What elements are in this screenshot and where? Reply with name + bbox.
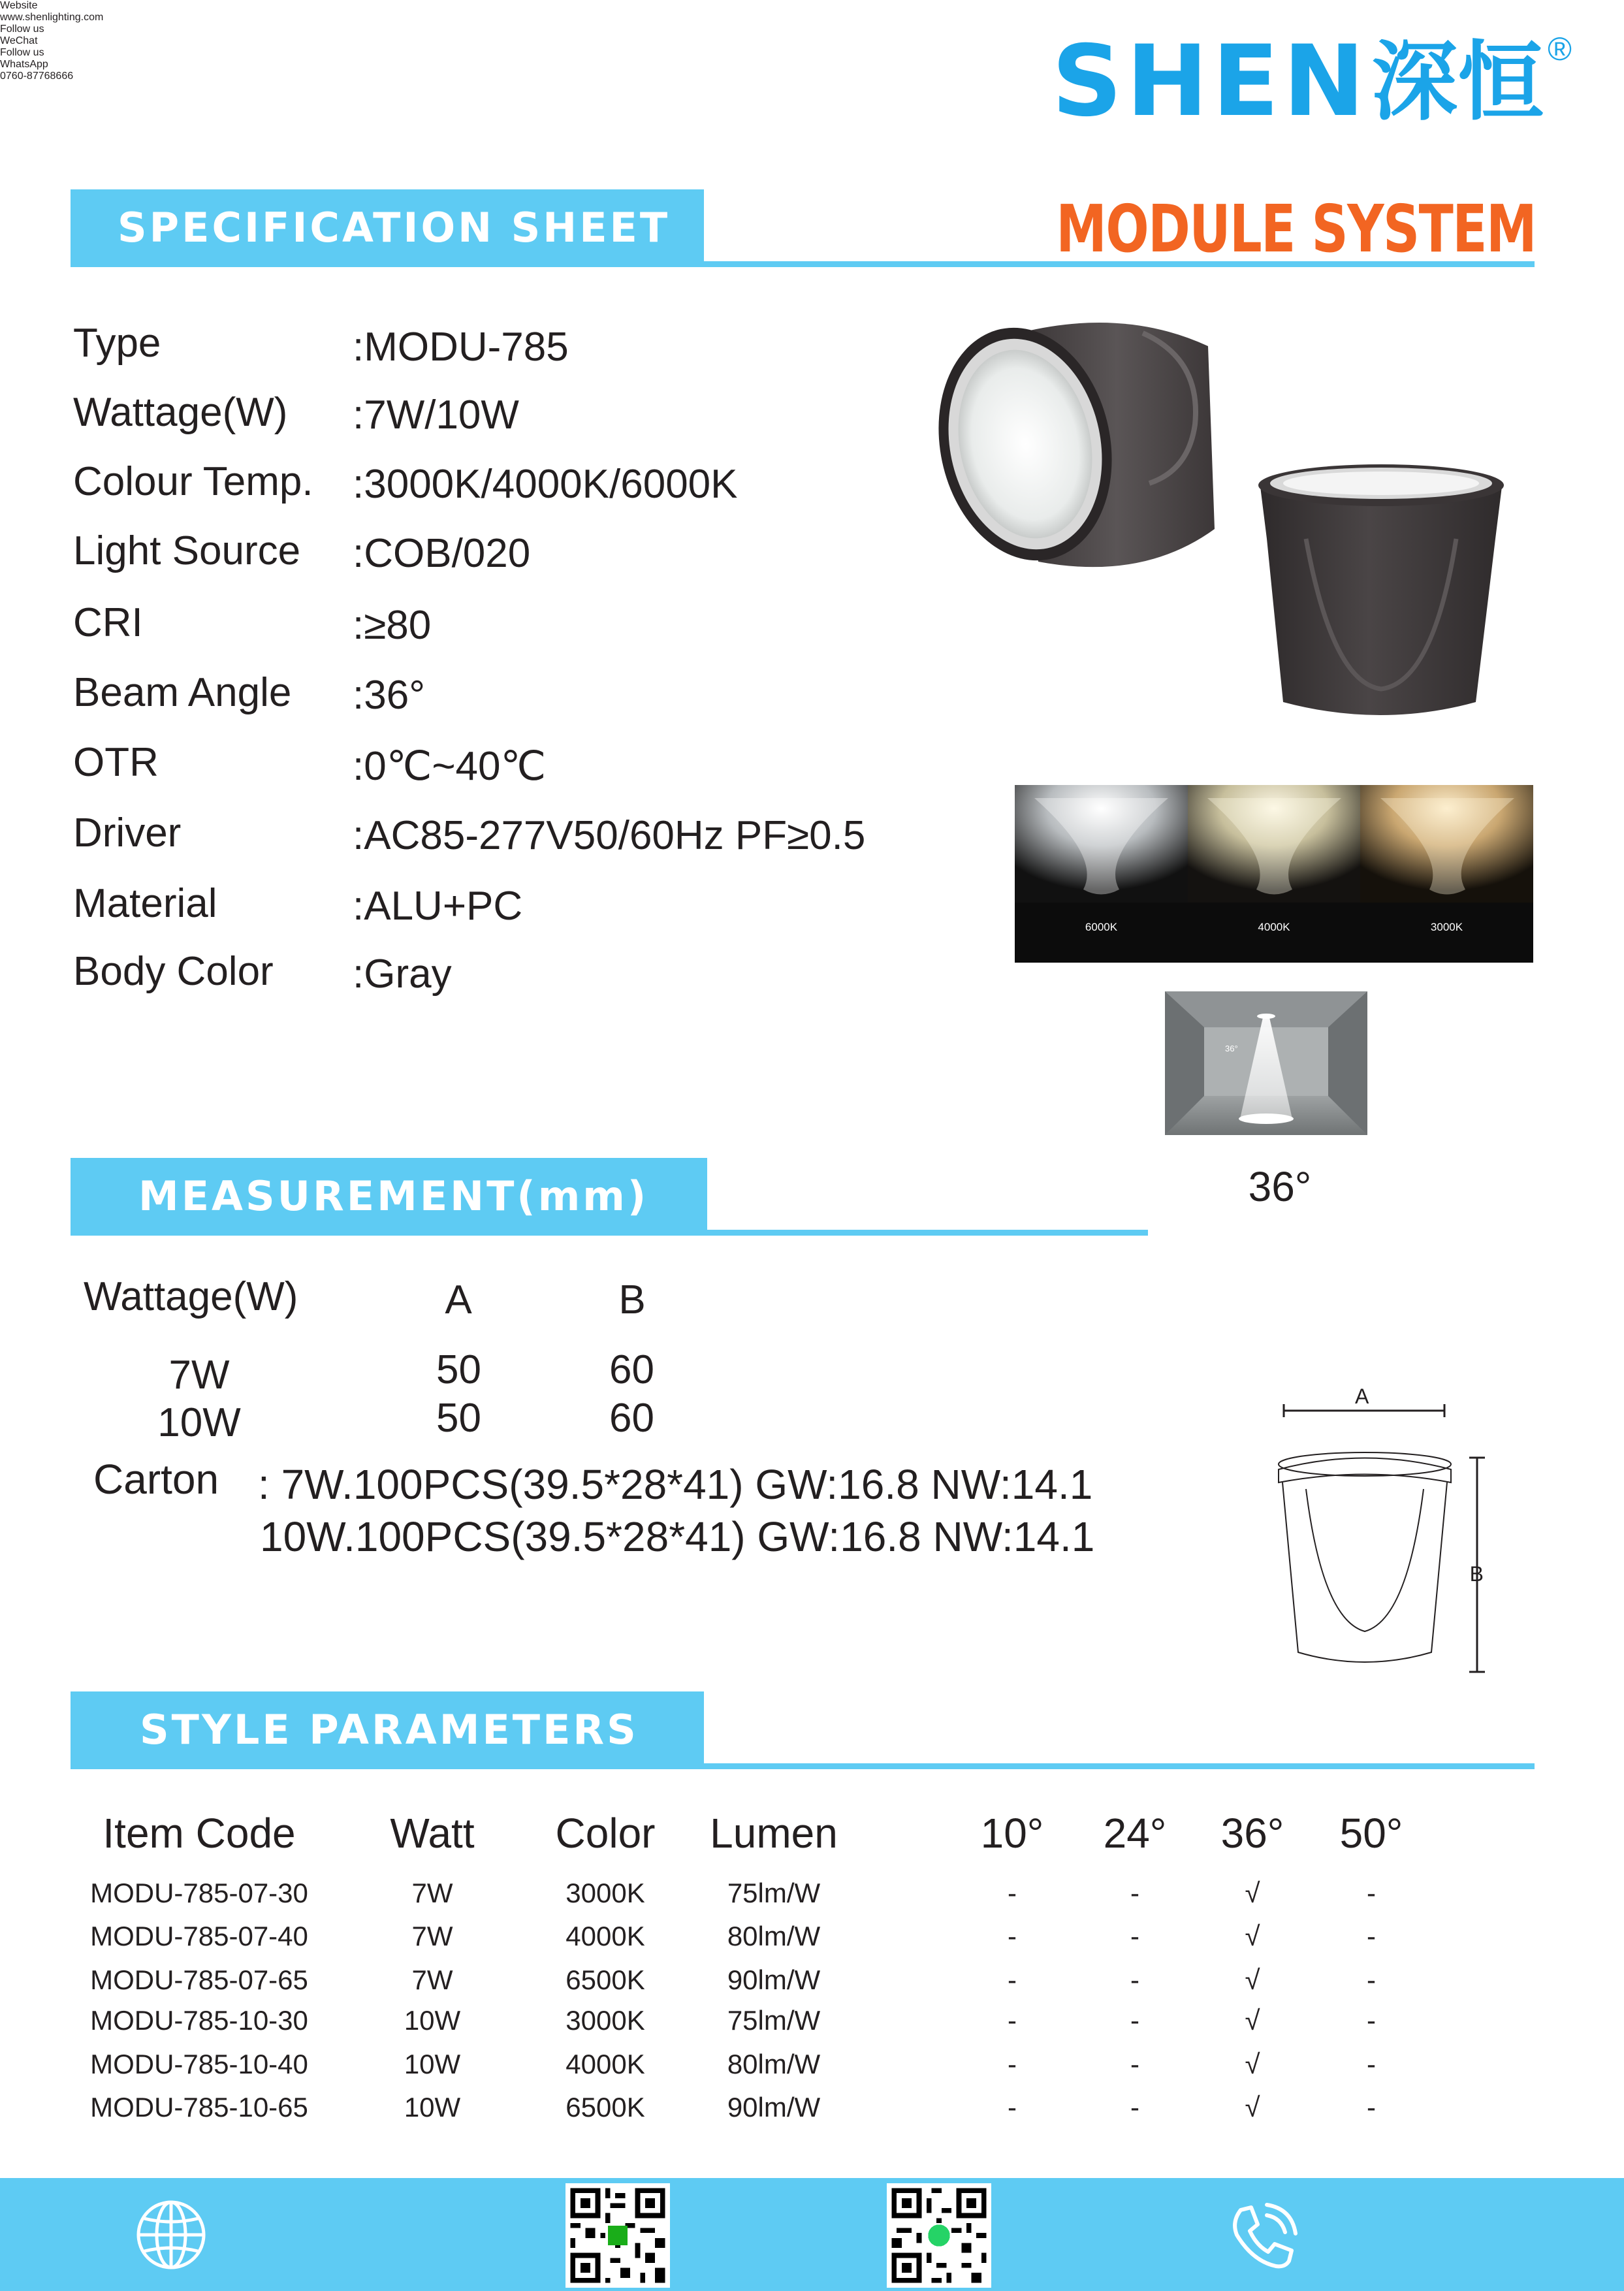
table-header-beam-50: 50° [1339,1810,1403,1857]
table-cell-beam-36: √ [1245,2005,1260,2036]
table-cell-watt: 10W [404,2049,461,2079]
spec-value: :36° [353,673,425,718]
qr-code-icon [887,2183,991,2288]
table-header-beam-24: 24° [1103,1810,1167,1857]
table-cell-lumen: 80lm/W [727,2049,821,2079]
table-cell-color: 6500K [565,2092,645,2123]
product-photo-side [1254,460,1508,722]
table-header-item-code: Item Code [103,1810,296,1857]
spec-value: :COB/020 [353,531,531,576]
table-cell-beam-36: √ [1245,1878,1260,1908]
footer-website-url[interactable]: www.shenlighting.com [0,12,104,23]
carton-label: Carton [93,1456,219,1503]
cct-comparison-strip [1015,785,1533,963]
table-cell-item-code: MODU-785-10-40 [90,2049,308,2079]
meas-row-10w-a: 50 [436,1396,481,1441]
table-cell-item-code: MODU-785-07-65 [90,1964,308,1995]
table-cell-beam-50: - [1367,2005,1376,2036]
registered-mark: ® [1548,31,1572,67]
spec-key: Material [73,881,217,926]
table-cell-beam-10: - [1008,2092,1017,2123]
table-header-watt: Watt [390,1810,475,1857]
table-cell-beam-50: - [1367,2092,1376,2123]
table-cell-watt: 7W [411,1964,453,1995]
table-cell-beam-36: √ [1245,1921,1260,1951]
qr-code-icon [565,2183,670,2288]
spec-section-title: SPECIFICATION SHEET [118,203,671,251]
carton-line-7w: : 7W.100PCS(39.5*28*41) GW:16.8 NW:14.1 [258,1461,1093,1508]
spec-value: :3000K/4000K/6000K [353,462,738,507]
dimension-label-a: A [1355,1385,1369,1408]
meas-row-10w-wattage: 10W [157,1400,241,1445]
footer-whatsapp-line1: Follow us [0,47,44,58]
table-cell-color: 4000K [565,2049,645,2079]
table-cell-beam-24: - [1130,2092,1139,2123]
spec-key: Body Color [73,949,274,994]
table-cell-beam-24: - [1130,1921,1139,1951]
measurement-section-title: MEASUREMENT(mm) [138,1172,649,1220]
beam-angle-diagram [1165,991,1367,1135]
table-cell-beam-36: √ [1245,1964,1260,1995]
footer-whatsapp-line2: WhatsApp [0,59,48,70]
table-cell-beam-50: - [1367,2049,1376,2079]
table-cell-item-code: MODU-785-10-65 [90,2092,308,2123]
spec-value: :ALU+PC [353,884,523,929]
table-cell-lumen: 75lm/W [727,1878,821,1908]
meas-row-7w-b: 60 [609,1347,654,1392]
spec-key: Wattage(W) [73,390,288,435]
brand-name: SHEN [1051,25,1369,138]
cct-label-4000k: 4000K [1258,921,1290,933]
table-cell-beam-36: √ [1245,2092,1260,2123]
wechat-qr-code[interactable] [565,2183,670,2288]
phone-icon [1226,2202,1298,2274]
table-cell-beam-36: √ [1245,2049,1260,2079]
table-cell-lumen: 80lm/W [727,1921,821,1951]
spec-value: :0℃~40℃ [353,744,547,789]
style-section-header [71,1691,1535,1776]
cct-label-3000k: 3000K [1430,921,1463,933]
table-header-beam-36: 36° [1220,1810,1284,1857]
table-cell-color: 3000K [565,1878,645,1908]
table-cell-beam-24: - [1130,1964,1139,1995]
table-cell-item-code: MODU-785-07-30 [90,1878,308,1908]
table-cell-lumen: 90lm/W [727,2092,821,2123]
measurement-section-header [71,1158,1148,1243]
measurement-section-line [71,1230,1148,1236]
table-header-color: Color [555,1810,656,1857]
table-cell-item-code: MODU-785-10-30 [90,2005,308,2036]
table-cell-watt: 7W [411,1878,453,1908]
carton-line-10w: 10W.100PCS(39.5*28*41) GW:16.8 NW:14.1 [260,1513,1095,1560]
footer-website-label: Website [0,0,38,11]
spec-key: OTR [73,740,159,785]
table-cell-lumen: 90lm/W [727,1964,821,1995]
table-cell-beam-10: - [1008,2049,1017,2079]
table-cell-lumen: 75lm/W [727,2005,821,2036]
table-cell-watt: 10W [404,2092,461,2123]
spec-value: :7W/10W [353,393,519,438]
table-cell-beam-24: - [1130,2049,1139,2079]
spec-key: Driver [73,810,182,856]
table-cell-beam-50: - [1367,1878,1376,1908]
brand-logo [1051,25,1572,138]
spec-key: Type [73,321,161,366]
table-cell-item-code: MODU-785-07-40 [90,1921,308,1951]
table-cell-watt: 10W [404,2005,461,2036]
table-cell-beam-10: - [1008,1878,1017,1908]
footer-wechat-line2: WeChat [0,35,38,46]
meas-header-b: B [618,1277,646,1322]
table-cell-beam-10: - [1008,1964,1017,1995]
table-header-lumen: Lumen [710,1810,838,1857]
dimension-diagram [1267,1385,1489,1678]
table-cell-watt: 7W [411,1921,453,1951]
footer-bar [0,2178,1624,2291]
beam-angle-caption: 36° [1248,1163,1312,1210]
table-cell-color: 6500K [565,1964,645,1995]
brand-chinese: 深恒 [1371,32,1544,133]
spec-key: Colour Temp. [73,459,313,504]
meas-header-a: A [445,1277,472,1322]
whatsapp-qr-code[interactable] [887,2183,991,2288]
product-photo-front [927,307,1234,581]
spec-key: Light Source [73,528,301,573]
footer-phone[interactable]: 0760-87768666 [0,71,74,82]
meas-row-10w-b: 60 [609,1396,654,1441]
table-header-beam-10: 10° [980,1810,1044,1857]
spec-value: :AC85-277V50/60Hz PF≥0.5 [353,813,866,858]
table-cell-color: 4000K [565,1921,645,1951]
table-cell-beam-50: - [1367,1964,1376,1995]
dimension-label-b: B [1469,1562,1484,1586]
meas-row-7w-a: 50 [436,1347,481,1392]
table-cell-color: 3000K [565,2005,645,2036]
table-cell-beam-24: - [1130,1878,1139,1908]
cct-label-6000k: 6000K [1085,921,1118,933]
meas-row-7w-wattage: 7W [168,1353,230,1398]
table-cell-beam-10: - [1008,2005,1017,2036]
spec-key: CRI [73,600,143,645]
spec-key: Beam Angle [73,670,292,715]
spec-value: :≥80 [353,603,432,648]
globe-icon [135,2199,207,2271]
spec-value: :MODU-785 [353,325,569,370]
table-cell-beam-24: - [1130,2005,1139,2036]
style-section-line [71,1763,1535,1769]
table-cell-beam-10: - [1008,1921,1017,1951]
spec-value: :Gray [353,952,452,997]
table-cell-beam-50: - [1367,1921,1376,1951]
style-section-title: STYLE PARAMETERS [140,1705,639,1754]
footer-wechat-line1: Follow us [0,24,44,35]
module-system-title: MODULE SYSTEM [1056,191,1536,267]
beam-inner-label: 36° [1225,1044,1238,1053]
meas-header-wattage: Wattage(W) [84,1274,298,1319]
